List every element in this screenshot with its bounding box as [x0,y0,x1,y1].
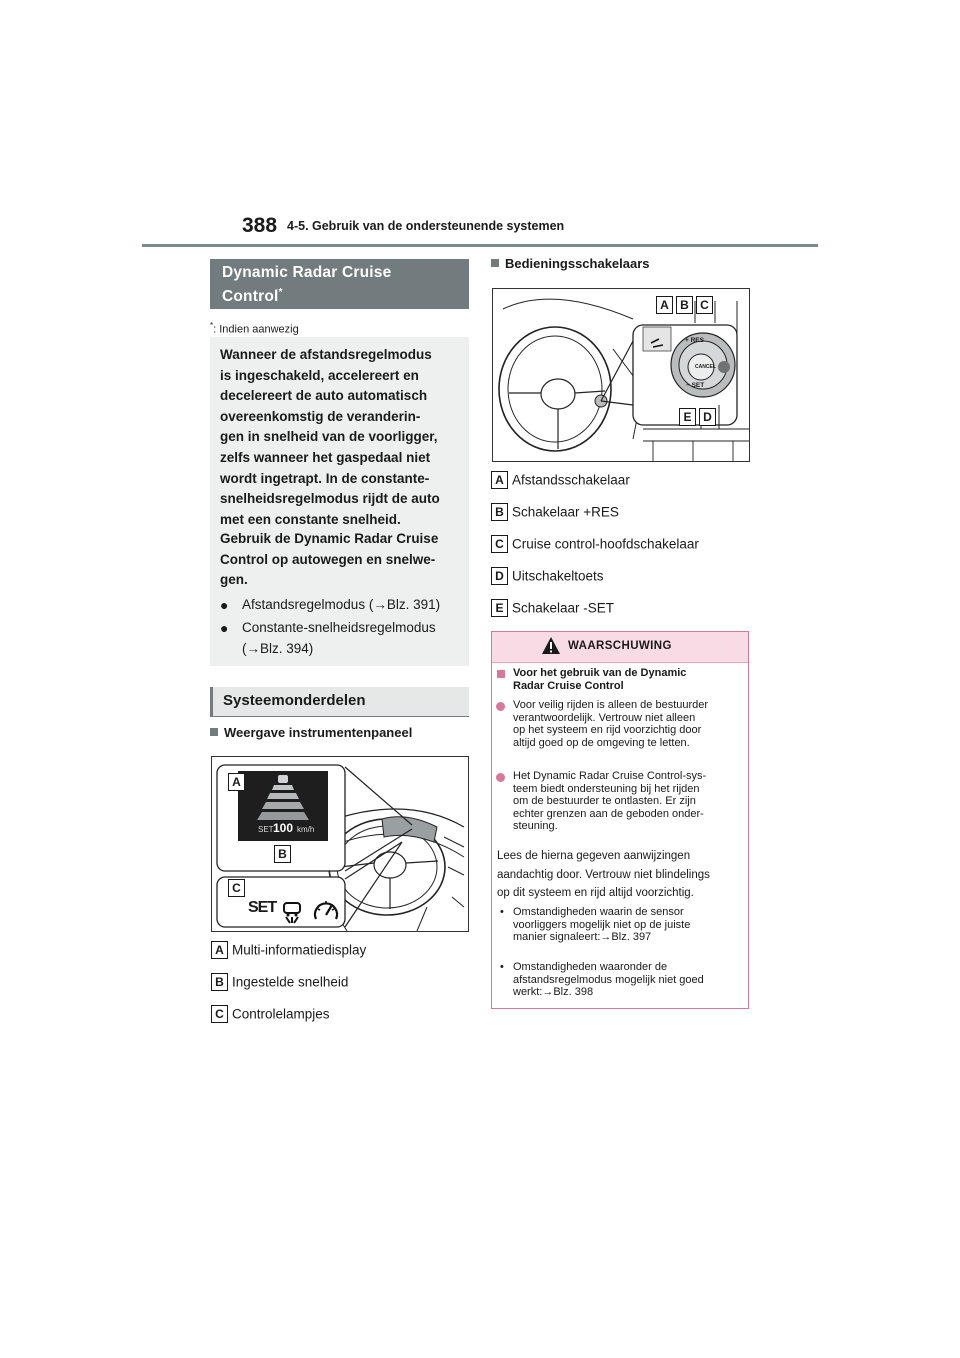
chapter-title-line2: Control [222,288,279,306]
bullet-dot: ● [220,620,229,636]
warning-triangle-icon [541,636,561,655]
list-bullet: • [500,906,504,918]
switch-item-b: B Schakelaar +RES [491,503,619,521]
display-unit-text: km/h [297,825,315,834]
page-number: 388 [242,214,278,237]
figure-label-b: B [676,296,693,314]
warning-title: WAARSCHUWING [568,640,672,652]
square-bullet-icon [491,259,499,267]
panel-heading: Weergave instrumentenpaneel [210,725,412,740]
instrument-panel-figure [211,756,469,932]
switch-item-a: A Afstandsschakelaar [491,471,630,489]
panel-item-b: B Ingestelde snelheid [211,973,348,991]
figure-label-b: B [274,845,291,863]
warning-box [491,631,749,1009]
warning-dot-icon [496,773,505,782]
section-title: 4-5. Gebruik van de ondersteunende systemen [287,219,565,233]
warning-heading: Voor het gebruik van de Dynamic Radar Cruise Control [513,667,687,692]
footnote-asterisk: * [278,287,283,298]
switch-item-e: E Schakelaar -SET [491,599,614,617]
steering-switch-illustration [493,289,749,461]
cancel-label: CANCEL [695,364,716,370]
figure-label-c: C [696,296,713,314]
switch-item-d: D Uitschakeltoets [491,567,604,585]
panel-item-c: C Controlelampjes [211,1005,330,1023]
warning-header [492,632,748,663]
figure-label-d: D [699,408,716,426]
switches-heading: Bedieningsschakelaars [491,256,650,271]
square-bullet-icon [210,728,218,736]
figure-label-c: C [228,879,245,897]
bullet-dot: ● [220,597,229,613]
warning-point-1: Voor veilig rijden is alleen de bestuurder verantwoordelijk. Vertrouw niet alleen op het systeem en rijd voorzichtig door altijd goed op de omgeving te letten. [513,699,709,749]
panel-item-a: A Multi-informatiedisplay [211,941,366,959]
figure-label-a: A [228,773,245,791]
warning-dot-icon [496,702,505,711]
chapter-title [222,263,391,307]
warning-list-item-2: Omstandigheden waaronder de afstandsregelmodus mogelijk niet goed werkt:→Blz. 398 [513,961,704,998]
warning-point-2: Het Dynamic Radar Cruise Control-sys- teem biedt ondersteuning bij het rijden om de bestuurder te ontlasten. Er zijn echter grenzen aan de geboden onder- steuning. [513,770,707,832]
display-speed-text: 100 [273,821,294,835]
switch-item-c: C Cruise control-hoofdschakelaar [491,535,699,553]
set-indicator-text: SET [248,899,277,916]
components-heading: Systeemonderdelen [223,692,366,709]
display-set-text: SET [258,825,274,834]
chapter-title-box [210,259,469,309]
header-rule [142,244,818,247]
warning-note: Lees de hierna gegeven aanwijzingen aandachtig door. Vertrouw niet blindelings op dit systeem en rijd altijd voorzichtig. [497,850,710,899]
warning-square-icon [497,670,505,678]
set-label: − SET [686,382,705,389]
figure-label-e: E [679,408,696,426]
intro-box: Wanneer de afstandsregelmodus is ingeschakeld, accelereert en decelereert de auto automatisch overeenkomstig de veranderin- gen in snelheid van de voorligger, zelfs wanneer het gaspedaal niet wordt ingetrapt. In de constante- snelheidsregelmodus rijdt de auto met een constante snelheid. Gebruik de Dynamic Radar Cruise Control op autowegen en snelwe- gen. ● Afstandsregelmodus (→Blz. 391) ● Constante-snelheidsregelmodus (→Blz. 394) [210,337,469,666]
chapter-title-line1: Dynamic Radar Cruise [222,264,392,281]
intro-paragraph-1: Wanneer de afstandsregelmodus is ingeschakeld, accelereert en decelereert de auto automatisch overeenkomstig de veranderin- gen in snelheid van de voorligger, zelfs wanneer het gaspedaal niet wordt ingetrapt. In de constante- snelheidsregelmodus rijdt de auto met een constante snelheid. [220,347,440,527]
warning-list-item-1: Omstandigheden waarin de sensor voorliggers mogelijk niet op de juiste manier signaleert:→Blz. 397 [513,906,691,943]
footnote: *: Indien aanwezig [210,321,299,336]
intro-paragraph-2: Gebruik de Dynamic Radar Cruise Control op autowegen en snelwe- gen. [220,531,439,588]
switches-figure [492,288,750,462]
list-bullet: • [500,961,504,973]
res-label: + RES [685,337,704,344]
components-heading-box [210,687,469,717]
figure-label-a: A [656,296,673,314]
